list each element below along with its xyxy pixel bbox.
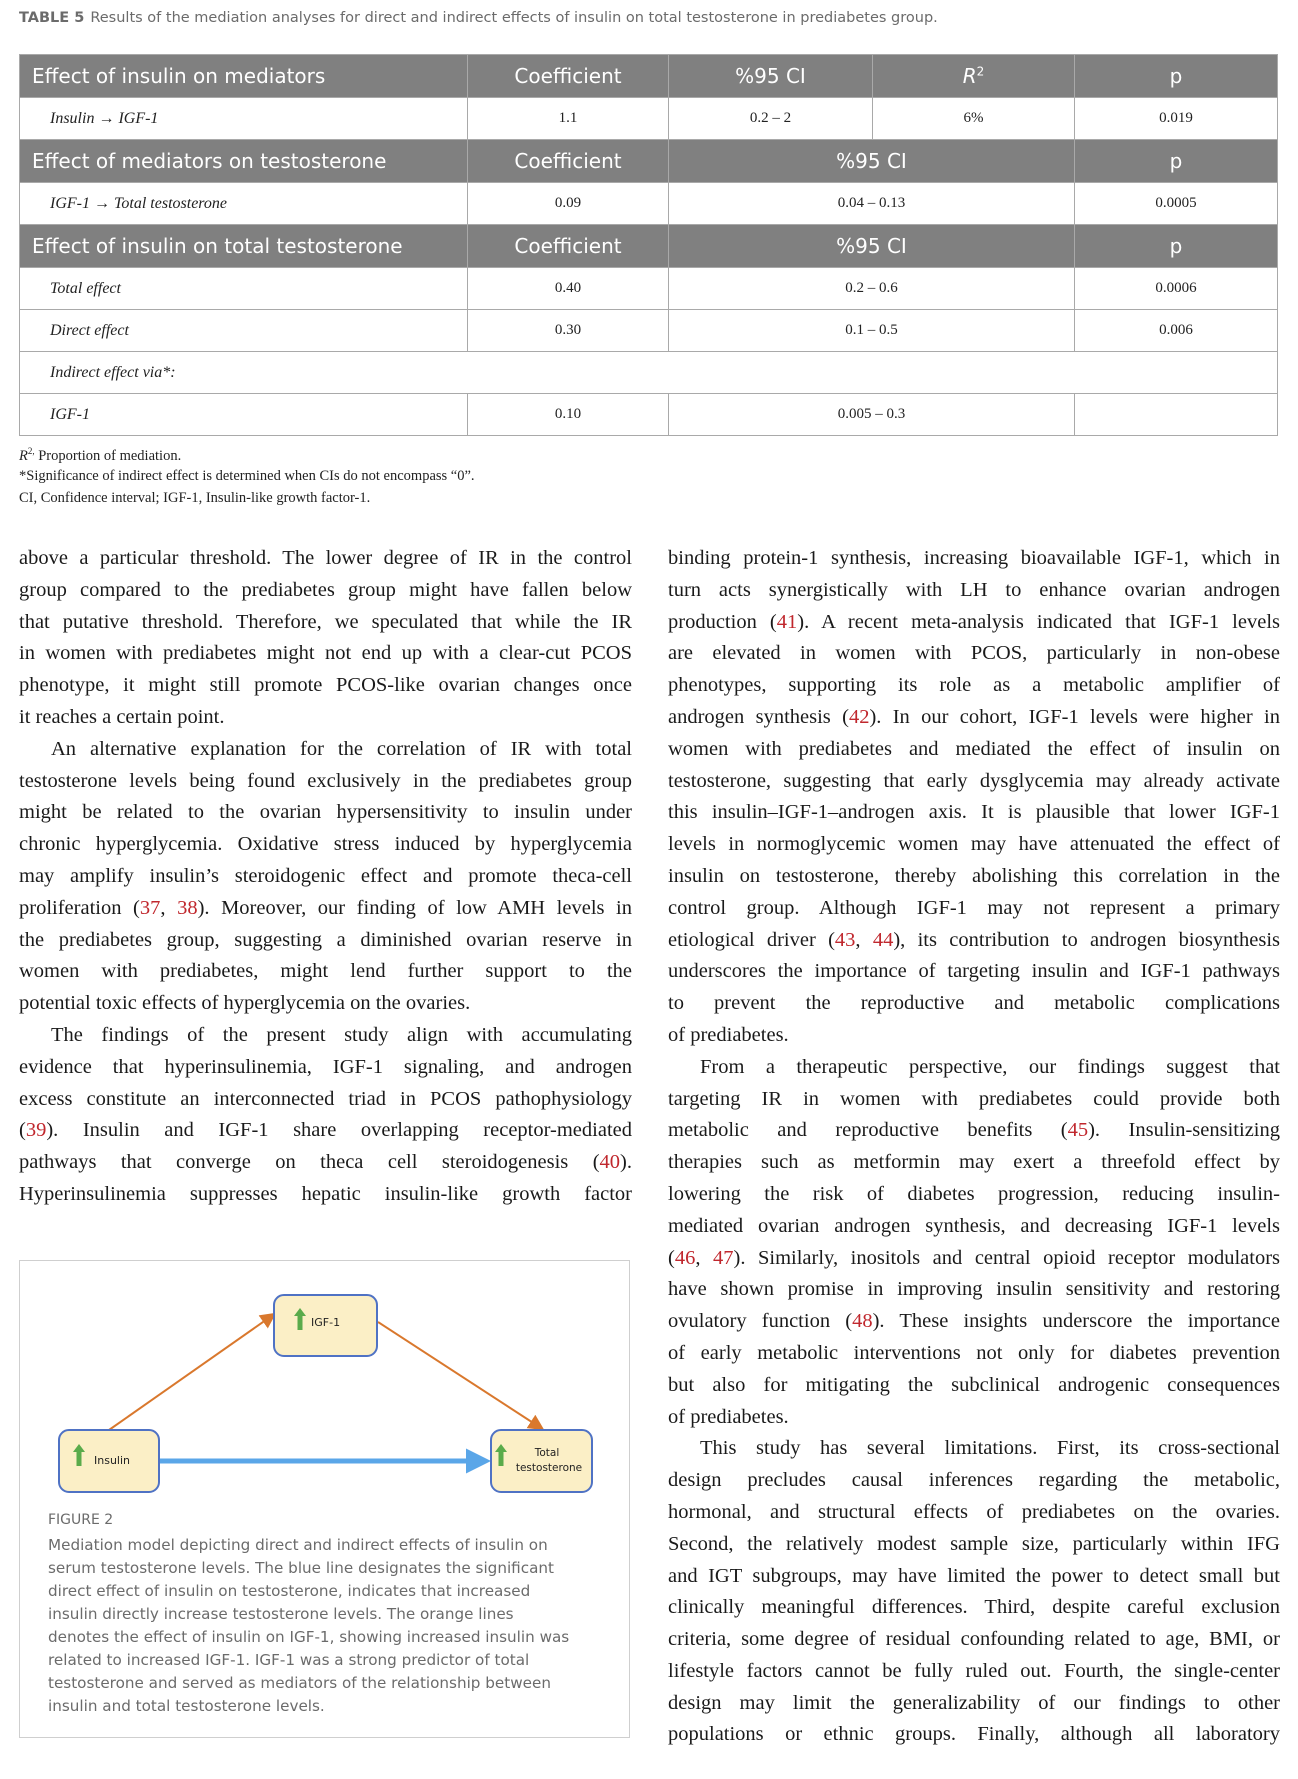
text-line: The findings of the present study align with accumulating xyxy=(51,1023,632,1046)
header-cell-r2 xyxy=(873,55,1075,98)
text-fragment: ( xyxy=(19,1119,26,1142)
text-line xyxy=(668,925,1280,957)
table-header-row xyxy=(20,55,1278,98)
text-line: women with prediabetes and mediated the effect of insulin on xyxy=(668,737,1280,760)
p-cell xyxy=(1075,394,1278,436)
text-line: of prediabetes. xyxy=(668,1405,789,1428)
insulin-to-igf1-line xyxy=(109,1315,273,1430)
text-line: testosterone levels being found exclusively in the prediabetes group xyxy=(19,769,632,792)
row-label: Direct effect xyxy=(20,310,468,352)
text-line xyxy=(668,607,1280,639)
text-line: binding protein-1 synthesis, increasing bioavailable IGF-1, which in xyxy=(668,547,1280,569)
text-line: An alternative explanation for the correlation of IR with total xyxy=(51,737,632,760)
text-line: might be related to the ovarian hypersensitivity to insulin under xyxy=(19,801,632,824)
footnote-significance: *Significance of indirect effect is determined when CIs do not encompass “0”. xyxy=(19,468,475,484)
table-row xyxy=(20,310,1278,352)
header-cell: p xyxy=(1075,55,1278,98)
text-fragment: production ( xyxy=(668,610,777,633)
ci-cell: 0.005 – 0.3 xyxy=(669,394,1075,436)
citation-link[interactable]: 43 xyxy=(834,928,856,951)
text-line: This study has several limitations. First, its cross-sectional xyxy=(700,1437,1280,1460)
text-line: Second, the relatively modest sample size, particularly within IFG xyxy=(668,1532,1280,1555)
header-cell: Effect of mediators on testosterone xyxy=(20,140,468,183)
text-line: chronic hyperglycemia. Oxidative stress induced by hyperglycemia xyxy=(19,833,632,856)
node-label: Total xyxy=(534,1447,560,1459)
row-label: Total effect xyxy=(20,268,468,310)
ci-cell: 0.2 – 2 xyxy=(669,98,873,140)
coefficient-cell: 0.30 xyxy=(468,310,669,352)
header-cell: %95 CI xyxy=(669,55,873,98)
ci-cell: 0.04 – 0.13 xyxy=(669,183,1075,225)
text-line: therapies such as metformin may exert a threefold effect by xyxy=(668,1151,1280,1174)
text-line: excess constitute an interconnected triad in PCOS pathophysiology xyxy=(19,1087,632,1110)
citation-link[interactable]: 44 xyxy=(872,928,894,951)
citation-link[interactable]: 48 xyxy=(852,1310,873,1333)
text-line: have shown promise in improving insulin sensitivity and restoring xyxy=(668,1278,1280,1301)
text-line: evidence that hyperinsulinemia, IGF-1 signaling, and androgen xyxy=(19,1055,632,1078)
node-label: testosterone xyxy=(515,1462,583,1474)
text-line: potential toxic effects of hyperglycemia on the ovaries. xyxy=(19,992,471,1015)
header-cell: Coefficient xyxy=(468,225,669,268)
text-fragment: ). Insulin and IGF-1 share overlapping receptor-mediated xyxy=(46,1119,632,1142)
caption-line: serum testosterone levels. The blue line designates the significant xyxy=(48,1559,554,1577)
text-line: may amplify insulin’s steroidogenic effect and promote theca-cell xyxy=(19,864,632,887)
text-line: it reaches a certain point. xyxy=(19,705,225,728)
text-line: Hyperinsulinemia suppresses hepatic insulin-like growth factor xyxy=(19,1182,632,1205)
table-row xyxy=(20,183,1278,225)
text-line xyxy=(668,702,1280,734)
text-fragment: ). In our cohort, IGF-1 levels were higher in xyxy=(869,705,1280,728)
text-line: targeting IR in women with prediabetes could provide both xyxy=(668,1087,1280,1110)
citation-link[interactable]: 39 xyxy=(25,1119,47,1142)
text-line: phenotype, it might still promote PCOS-like ovarian changes once xyxy=(19,674,632,697)
caption-line: denotes the effect of insulin on IGF-1, showing increased insulin was xyxy=(48,1628,570,1646)
text-fragment: , xyxy=(695,1246,713,1269)
left-text-column xyxy=(19,543,632,1211)
table-label: TABLE 5 xyxy=(19,10,85,26)
text-line: turn acts synergistically with LH to enhance ovarian androgen xyxy=(668,578,1280,601)
row-label: IGF-1 xyxy=(20,394,468,436)
footnote-r2 xyxy=(19,446,181,465)
caption-line: testosterone and served as mediators of the relationship between xyxy=(48,1674,551,1692)
text-line xyxy=(668,1243,1280,1275)
caption-line: insulin directly increase testosterone levels. The orange lines xyxy=(48,1605,514,1623)
text-fragment: ). xyxy=(620,1151,632,1174)
text-fragment: ovulatory function ( xyxy=(668,1310,853,1333)
coefficient-cell: 0.40 xyxy=(468,268,669,310)
header-cell: Effect of insulin on mediators xyxy=(20,55,468,98)
text-line: are elevated in women with PCOS, particularly in non-obese xyxy=(668,642,1280,665)
text-line xyxy=(19,893,632,925)
text-fragment: proliferation ( xyxy=(19,896,140,919)
text-line: of prediabetes. xyxy=(668,1023,789,1046)
table-row xyxy=(20,394,1278,436)
r-superscript: 2, xyxy=(27,446,35,456)
text-fragment: ). Insulin-sensitizing xyxy=(1088,1119,1280,1142)
text-line xyxy=(19,1115,632,1147)
ci-cell: 0.2 – 0.6 xyxy=(669,268,1075,310)
header-cell: p xyxy=(1075,140,1278,183)
text-fragment: ). These insights underscore the importance xyxy=(872,1310,1280,1333)
text-line: and IGT subgroups, may have limited the power to detect small but xyxy=(668,1564,1280,1587)
text-line: but also for mitigating the subclinical androgenic consequences xyxy=(668,1373,1280,1396)
p-cell: 0.0005 xyxy=(1075,183,1278,225)
text-line: design precludes causal inferences regarding the metabolic, xyxy=(668,1469,1280,1492)
text-line xyxy=(668,1115,1280,1147)
text-line: this insulin–IGF-1–androgen axis. It is plausible that lower IGF-1 xyxy=(668,801,1280,824)
header-cell: %95 CI xyxy=(669,140,1075,183)
node-insulin xyxy=(59,1430,159,1492)
table-row xyxy=(20,98,1278,140)
text-fragment: pathways that converge on theca cell steroidogenesis ( xyxy=(19,1151,600,1174)
text-line: From a therapeutic perspective, our findings suggest that xyxy=(700,1055,1280,1078)
text-fragment: , xyxy=(160,896,178,919)
coefficient-cell: 0.09 xyxy=(468,183,669,225)
text-line: in women with prediabetes might not end up with a clear-cut PCOS xyxy=(19,642,632,665)
table-title: Results of the mediation analyses for direct and indirect effects of insulin on total testosterone in prediabetes group. xyxy=(90,10,938,26)
caption-line: Mediation model depicting direct and indirect effects of insulin on xyxy=(48,1536,548,1554)
mediation-diagram xyxy=(19,1260,630,1510)
text-line: of early metabolic interventions not only for diabetes prevention xyxy=(668,1341,1280,1364)
text-line: that putative threshold. Therefore, we speculated that while the IR xyxy=(19,610,632,633)
citation-link[interactable]: 41 xyxy=(776,610,798,633)
coefficient-cell: 1.1 xyxy=(468,98,669,140)
text-line: mediated ovarian androgen synthesis, and decreasing IGF-1 levels xyxy=(668,1214,1280,1237)
text-line: underscores the importance of targeting insulin and IGF-1 pathways xyxy=(668,960,1280,983)
text-line: the prediabetes group, suggesting a diminished ovarian reserve in xyxy=(19,928,632,951)
text-fragment: androgen synthesis ( xyxy=(668,705,849,728)
text-line xyxy=(19,1147,632,1179)
right-text-column xyxy=(668,543,1280,1751)
node-box xyxy=(491,1430,592,1492)
text-line: levels in normoglycemic women may have attenuated the effect of xyxy=(668,833,1280,856)
citation-link[interactable]: 42 xyxy=(848,705,870,728)
citation-link[interactable]: 46 xyxy=(674,1246,696,1269)
mediation-table xyxy=(19,54,1278,436)
text-line: above a particular threshold. The lower degree of IR in the control xyxy=(19,547,632,569)
text-line: to prevent the reproductive and metabolic complications xyxy=(668,992,1280,1015)
table-caption xyxy=(19,10,938,26)
text-line: clinically meaningful differences. Third, despite careful exclusion xyxy=(668,1596,1280,1619)
citation-link[interactable]: 45 xyxy=(1067,1119,1089,1142)
text-line: control group. Although IGF-1 may not represent a primary xyxy=(668,896,1280,919)
header-cell: Coefficient xyxy=(468,55,669,98)
row-label: Indirect effect via*: xyxy=(20,352,1278,394)
text-line: insulin on testosterone, thereby abolishing this correlation in the xyxy=(668,864,1280,887)
citation-link[interactable]: 37 xyxy=(139,896,161,919)
r-symbol: R xyxy=(962,64,977,88)
text-fragment: ( xyxy=(668,1246,675,1269)
text-fragment: etiological driver ( xyxy=(668,928,835,951)
node-total-testosterone xyxy=(491,1430,592,1492)
table-header-row xyxy=(20,140,1278,183)
citation-link[interactable]: 40 xyxy=(599,1151,621,1174)
citation-link[interactable]: 38 xyxy=(177,896,198,919)
r2-cell: 6% xyxy=(873,98,1075,140)
footnote-text: Proportion of mediation. xyxy=(34,447,182,464)
text-fragment: ), its contribution to androgen biosynthesis xyxy=(893,928,1280,951)
p-cell: 0.019 xyxy=(1075,98,1278,140)
text-line: phenotypes, supporting its role as a metabolic amplifier of xyxy=(668,674,1280,697)
text-line: design may limit the generalizability of our findings to other xyxy=(668,1691,1280,1714)
header-cell: %95 CI xyxy=(669,225,1075,268)
node-label: Insulin xyxy=(94,1454,131,1467)
text-line: hormonal, and structural effects of prediabetes on the ovaries. xyxy=(668,1500,1280,1523)
header-cell: Effect of insulin on total testosterone xyxy=(20,225,468,268)
p-cell: 0.0006 xyxy=(1075,268,1278,310)
text-line: women with prediabetes, might lend further support to the xyxy=(19,960,632,983)
row-label: Insulin → IGF-1 xyxy=(20,98,468,140)
text-line xyxy=(668,1306,1280,1338)
caption-line: insulin and total testosterone levels. xyxy=(48,1697,325,1715)
text-fragment: metabolic and reproductive benefits ( xyxy=(668,1119,1068,1142)
igf1-to-testosterone-line xyxy=(378,1322,541,1428)
node-label: IGF-1 xyxy=(311,1316,341,1329)
table-header-row xyxy=(20,225,1278,268)
text-fragment: ). A recent meta-analysis indicated that IGF-1 levels xyxy=(797,610,1280,633)
text-line: testosterone, suggesting that early dysglycemia may already activate xyxy=(668,769,1280,792)
p-cell: 0.006 xyxy=(1075,310,1278,352)
text-fragment: ). Moreover, our finding of low AMH levels in xyxy=(197,896,632,919)
ci-cell: 0.1 – 0.5 xyxy=(669,310,1075,352)
caption-line: direct effect of insulin on testosterone, indicates that increased xyxy=(48,1582,531,1600)
footnote-abbreviations: CI, Confidence interval; IGF-1, Insulin-like growth factor-1. xyxy=(19,490,371,506)
citation-link[interactable]: 47 xyxy=(713,1246,734,1269)
coefficient-cell: 0.10 xyxy=(468,394,669,436)
figure-label: FIGURE 2 xyxy=(48,1512,114,1528)
row-label: IGF-1 → Total testosterone xyxy=(20,183,468,225)
text-fragment: ). Similarly, inositols and central opioid receptor modulators xyxy=(733,1246,1280,1269)
text-line: populations or ethnic groups. Finally, although all laboratory xyxy=(668,1723,1280,1746)
figure-caption xyxy=(48,1534,618,1718)
text-line: lowering the risk of diabetes progression, reducing insulin- xyxy=(668,1182,1280,1205)
header-cell: p xyxy=(1075,225,1278,268)
header-cell: Coefficient xyxy=(468,140,669,183)
text-fragment: , xyxy=(855,928,873,951)
table-row xyxy=(20,268,1278,310)
node-igf1 xyxy=(274,1295,377,1356)
r-symbol: R xyxy=(19,447,28,464)
text-line: group compared to the prediabetes group might have fallen below xyxy=(19,578,632,601)
text-line: lifestyle factors cannot be fully ruled out. Fourth, the single-center xyxy=(668,1659,1280,1682)
r-superscript: 2 xyxy=(976,64,985,79)
text-line: criteria, some degree of residual confounding related to age, BMI, or xyxy=(668,1628,1280,1651)
table-row xyxy=(20,352,1278,394)
caption-line: related to increased IGF-1. IGF-1 was a strong predictor of total xyxy=(48,1651,530,1669)
